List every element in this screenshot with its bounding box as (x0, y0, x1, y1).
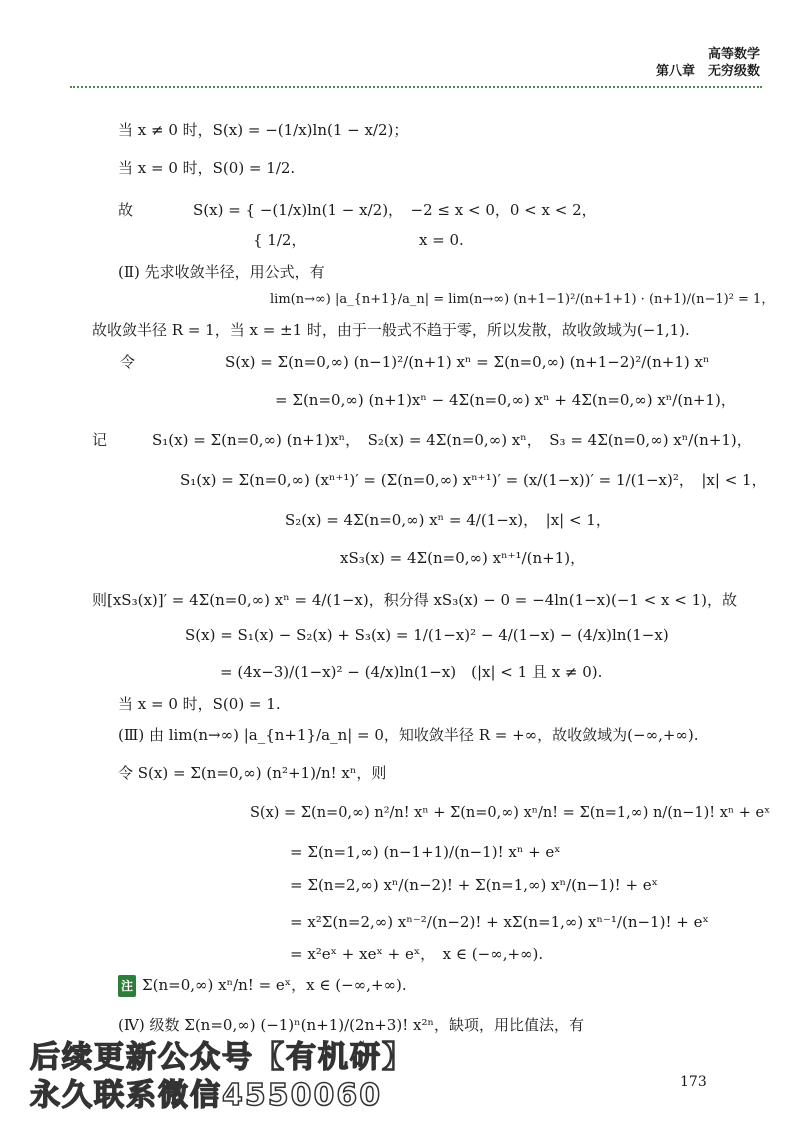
formula-line: lim(n→∞) |a_{n+1}/a_n| = lim(n→∞) (n+1−1)²/(n+1+1) · (n+1)/(n−1)² = 1， (270, 292, 775, 307)
chapter-title: 第八章 无穷级数 (655, 64, 760, 79)
formula-line: 记 S₁(x) = Σ(n=0,∞) (n+1)xⁿ， S₂(x) = 4Σ(n=0,∞) xⁿ， S₃ = 4Σ(n=0,∞) xⁿ/(n+1)， (92, 431, 752, 449)
formula-line: = (4x−3)/(1−x)² − (4/x)ln(1−x) (|x| < 1 且 x ≠ 0). (220, 663, 603, 681)
formula-line: 则[xS₃(x)]′ = 4Σ(n=0,∞) xⁿ = 4/(1−x)，积分得 xS₃(x) − 0 = −4ln(1−x)(−1 < x < 1)，故 (92, 591, 738, 609)
formula-line: 当 x = 0 时，S(0) = 1/2. (118, 159, 296, 177)
formula-line: = x²eˣ + xeˣ + eˣ， x ∈ (−∞,+∞). (290, 945, 544, 963)
formula-line: S₁(x) = Σ(n=0,∞) (xⁿ⁺¹)′ = (Σ(n=0,∞) xⁿ⁺¹)′ = (x/(1−x))′ = 1/(1−x)²， |x| < 1， (180, 471, 767, 489)
formula-line: 故 S(x) = { −(1/x)ln(1 − x/2)， −2 ≤ x < 0，0 < x < 2， (118, 201, 597, 219)
formula-line: 故收敛半径 R = 1，当 x = ±1 时，由于一般式不趋于零，所以发散，故收敛域为(−1,1). (92, 321, 690, 339)
formula-line: S(x) = S₁(x) − S₂(x) + S₃(x) = 1/(1−x)² − 4/(1−x) − (4/x)ln(1−x) (185, 626, 669, 644)
formula-line: 令 S(x) = Σ(n=0,∞) (n−1)²/(n+1) xⁿ = Σ(n=0,∞) (n+1−2)²/(n+1) xⁿ (120, 353, 710, 371)
formula-line: 当 x = 0 时，S(0) = 1. (118, 695, 281, 713)
book-title: 高等数学 (707, 47, 760, 62)
formula-line: { 1/2， x = 0. (118, 231, 464, 249)
formula-line: (Ⅱ) 先求收敛半径，用公式，有 (118, 263, 325, 281)
formula-line: = Σ(n=2,∞) xⁿ/(n−2)! + Σ(n=1,∞) xⁿ/(n−1)! + eˣ (290, 876, 659, 894)
page-number: 173 (680, 1074, 707, 1090)
watermark-line-2: 永久联系微信4550060 (30, 1078, 383, 1113)
formula-line: = x²Σ(n=2,∞) xⁿ⁻²/(n−2)! + xΣ(n=1,∞) xⁿ⁻¹/(n−1)! + eˣ (290, 913, 709, 931)
formula-line: 当 x ≠ 0 时，S(x) = −(1/x)ln(1 − x/2)； (118, 121, 409, 139)
formula-line: S(x) = Σ(n=0,∞) n²/n! xⁿ + Σ(n=0,∞) xⁿ/n! = Σ(n=1,∞) n/(n−1)! xⁿ + eˣ (250, 805, 771, 821)
formula-line: = Σ(n=0,∞) (n+1)xⁿ − 4Σ(n=0,∞) xⁿ + 4Σ(n=0,∞) xⁿ/(n+1)， (275, 391, 736, 409)
running-header (656, 46, 760, 80)
formula-line: (Ⅳ) 级数 Σ(n=0,∞) (−1)ⁿ(n+1)/(2n+3)! x²ⁿ，缺项，用比值法，有 (118, 1016, 584, 1034)
header-divider (70, 86, 762, 88)
note-formula: Σ(n=0,∞) xⁿ/n! = eˣ，x ∈ (−∞,+∞). (142, 976, 407, 994)
formula-line: S₂(x) = 4Σ(n=0,∞) xⁿ = 4/(1−x)， |x| < 1， (285, 511, 611, 529)
watermark-line-1: 后续更新公众号【有机研】 (30, 1040, 414, 1075)
formula-line: (Ⅲ) 由 lim(n→∞) |a_{n+1}/a_n| = 0，知收敛半径 R = +∞，故收敛域为(−∞,+∞). (118, 726, 699, 744)
note-label: 注 (118, 975, 136, 997)
formula-line: = Σ(n=1,∞) (n−1+1)/(n−1)! xⁿ + eˣ (290, 843, 561, 861)
note-line (118, 975, 407, 997)
formula-line: 令 S(x) = Σ(n=0,∞) (n²+1)/n! xⁿ，则 (118, 764, 387, 782)
formula-line: xS₃(x) = 4Σ(n=0,∞) xⁿ⁺¹/(n+1)， (340, 549, 586, 567)
